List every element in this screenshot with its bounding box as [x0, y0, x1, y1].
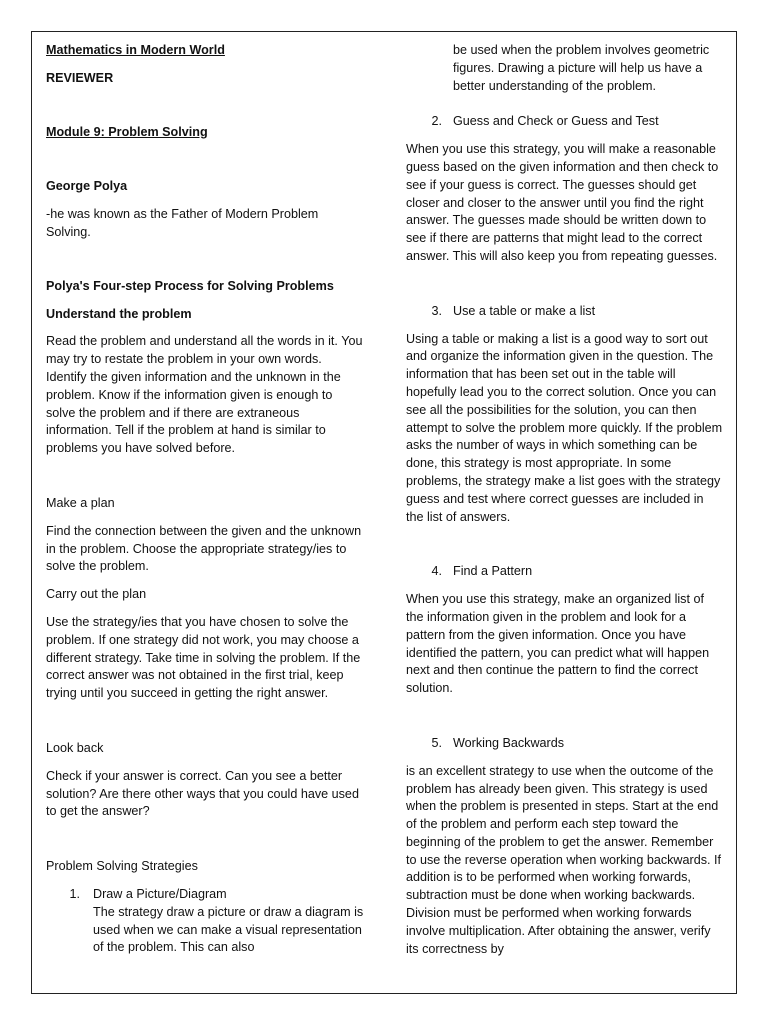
step-plan-heading: Make a plan — [46, 495, 115, 510]
strategy-item-2 — [406, 113, 724, 131]
strategy-2-body: When you use this strategy, you will make a reasonable guess based on the given information and then check to see if your guess is correct. The guesses should get closer and closer to the answer until you find the right answer. The guesses made should be written down to see if there are patterns that might lead to the correct answer. This will also keep you from repeating guesses. — [406, 142, 719, 263]
step-understand-heading: Understand the problem — [46, 306, 192, 321]
course-title: Mathematics in Modern World — [46, 43, 225, 57]
strategy-item-4 — [406, 563, 724, 581]
module-title: Module 9: Problem Solving — [46, 124, 208, 139]
reviewer-label: REVIEWER — [46, 70, 114, 85]
strategy-5-body: is an excellent strategy to use when the outcome of the problem has already been given. This strategy is used when the problem is presented in steps. Start at the end of the problem and perform each step toward the beginning of the problem to get the answer. Remember to use the reverse operation when working backwards. If addition is to be performed when working forwards, subtraction must be done when working backwards. Division must be performed when working forwards involve multiplication. After obtaining the answer, verify its correctness by — [406, 763, 722, 956]
person-description: -he was known as the Father of Modern Problem Solving. — [46, 207, 319, 239]
strategy-1-number: 1. — [69, 886, 80, 901]
strategy-item-1 — [46, 886, 364, 957]
right-column — [406, 42, 724, 958]
strategies-heading: Problem Solving Strategies — [46, 859, 198, 874]
left-column — [46, 42, 364, 957]
strategy-2-number: 2. — [431, 114, 442, 129]
strategy-item-5 — [406, 735, 724, 753]
step-plan-body: Find the connection between the given and the unknown in the problem. Choose the appropriate strategy/ies to solve the problem. — [46, 523, 362, 574]
step-carry-body: Use the strategy/ies that you have chosen to solve the problem. If one strategy did not work, you may choose a different strategy. Take time in solving the problem. If the correct answer was not obtained in the first trial, keep trying until you succeed in getting the right answer. — [46, 614, 361, 701]
strategy-1-body: The strategy draw a picture or draw a diagram is used when we can make a visual representation of the problem. This can also — [93, 904, 364, 955]
step-understand-body: Read the problem and understand all the words in it. You may try to restate the problem in your own words. Identify the given information and the unknown in the problem. Know if the information given is enough to solve the problem and if there are extraneous information. Tell if the problem at hand is similar to problems you have solved before. — [46, 334, 363, 456]
person-name: George Polya — [46, 179, 128, 194]
strategy-1-continued: be used when the problem involves geometric figures. Drawing a picture will help us have a better understanding of the problem. — [453, 43, 710, 93]
strategy-3-title: Use a table or make a list — [453, 303, 596, 318]
step-lookback-heading: Look back — [46, 740, 104, 755]
strategy-1-title: Draw a Picture/Diagram — [93, 886, 227, 901]
step-carry-heading: Carry out the plan — [46, 587, 147, 602]
strategy-4-number: 4. — [431, 564, 442, 579]
strategy-4-body: When you use this strategy, make an organized list of the information given in the problem and look for a pattern from the given information. Once you have identified the pattern, you can predict what will happen next and then continue the pattern to find the correct solution. — [406, 592, 710, 696]
strategy-2-title: Guess and Check or Guess and Test — [453, 114, 659, 129]
strategy-item-3 — [406, 303, 724, 321]
strategy-3-body: Using a table or making a list is a good way to sort out and organize the information given in the question. The information that has been set out in the table will hopefully lead you to the correct solution. Once you can see all the possibilities for the solution, you can then attempt to solve the problem more quickly. If the problem asks the number of ways in which something can be done, this strategy is most appropriate. In some problems, the strategy make a list goes with the strategy guess and test where correct guesses are included in the list of answers. — [406, 331, 723, 524]
strategy-5-title: Working Backwards — [453, 735, 565, 750]
strategy-4-title: Find a Pattern — [453, 564, 533, 579]
strategy-3-number: 3. — [431, 303, 442, 318]
step-lookback-body: Check if your answer is correct. Can you see a better solution? Are there other ways that you could have used to get the answer? — [46, 768, 359, 819]
strategy-5-number: 5. — [431, 735, 442, 750]
process-heading: Polya's Four-step Process for Solving Problems — [46, 278, 334, 293]
